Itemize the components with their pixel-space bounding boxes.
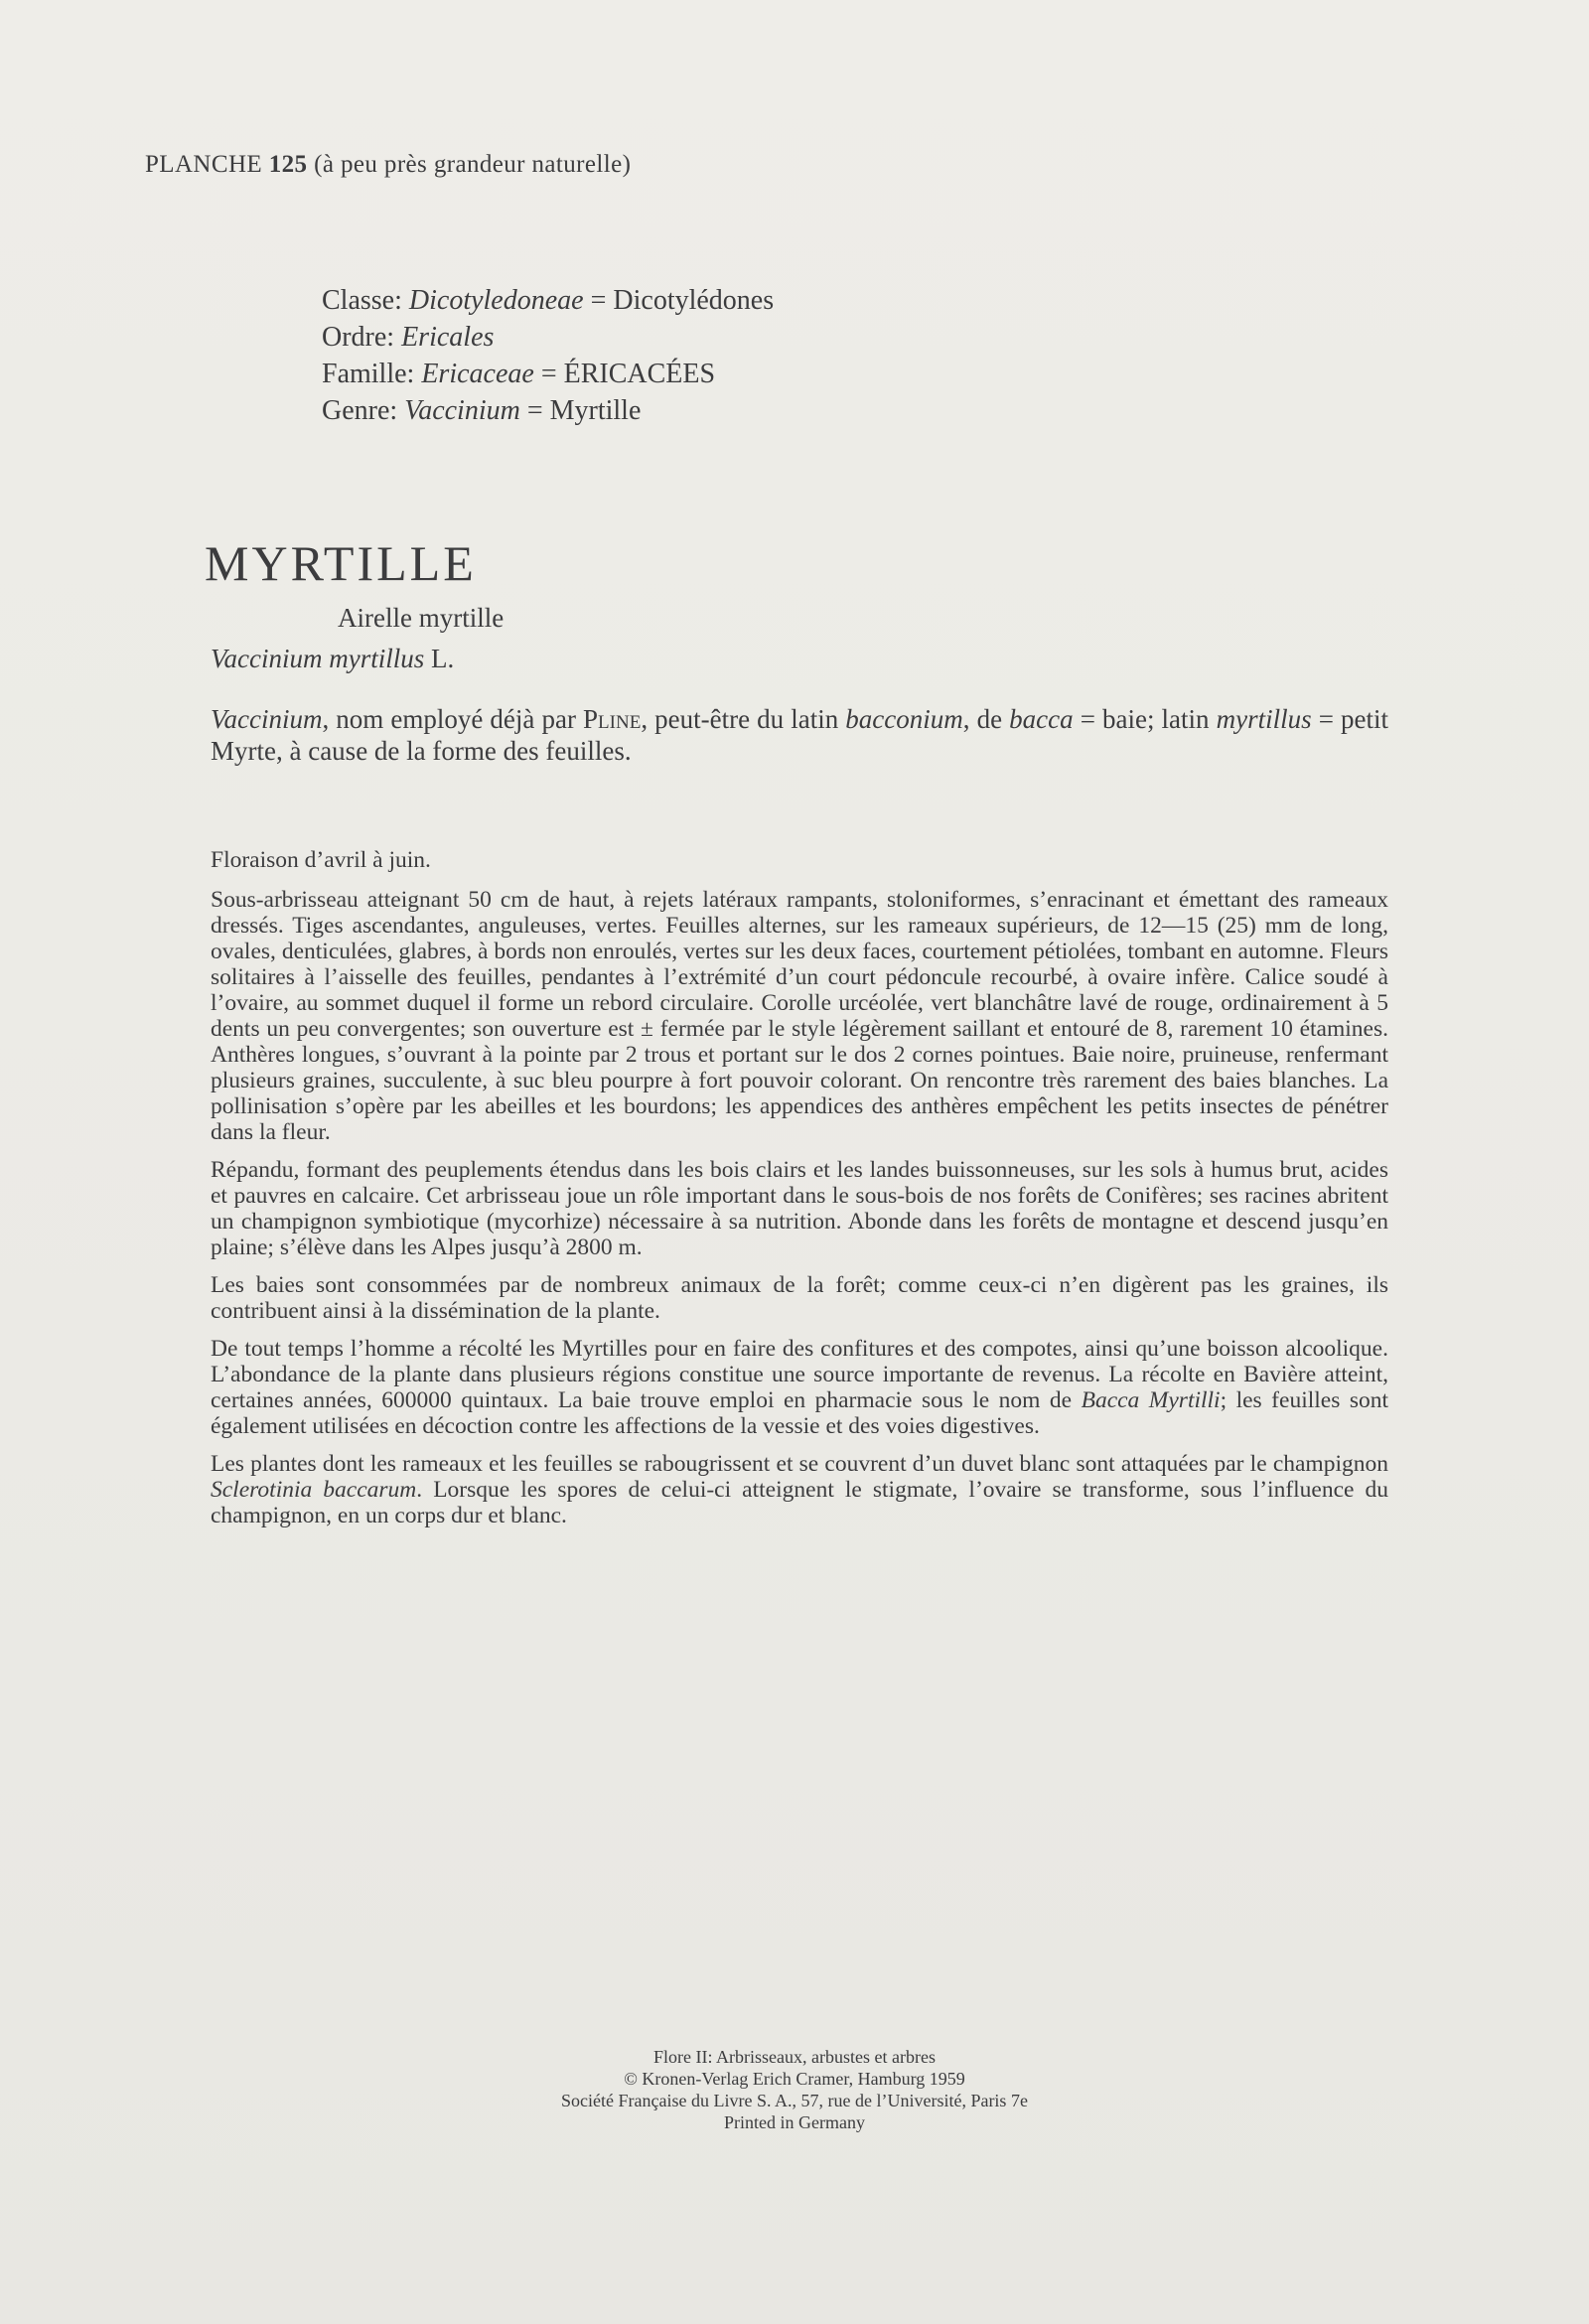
- etym-text: = petit Myrte, à cause de la forme des feuilles.: [211, 704, 1389, 766]
- disease-paragraph: [211, 1451, 1388, 1528]
- habitat-paragraph: Répandu, formant des peuplements étendus dans les bois clairs et les landes buissonneuses, sur les sols à humus brut, acides et pauvres en calcaire. Cet arbrisseau joue un rôle important dans le sous-bois de nos forêts de Conifères; ses racines abritent un champignon symbiotique (mycorhize) nécessaire à sa nutrition. Abonde dans les forêts de montagne et descend jusqu’en plaine; s’élève dans les Alpes jusqu’à 2800 m.: [211, 1157, 1388, 1260]
- ordre-latin: Ericales: [401, 322, 495, 353]
- colophon-line-2: © Kronen-Verlag Erich Cramer, Hamburg 1959: [624, 2069, 965, 2089]
- colophon-line-3: Société Française du Livre S. A., 57, rue de l’Université, Paris 7e: [561, 2091, 1028, 2110]
- plate-header: [145, 151, 631, 179]
- genre-latin: Vaccinium: [404, 395, 520, 426]
- etym-myrtillus: myrtillus: [1216, 704, 1312, 734]
- famille-label: Famille:: [322, 359, 415, 389]
- famille-latin: Ericaceae: [421, 359, 534, 389]
- colophon-line-1: Flore II: Arbrisseaux, arbustes et arbres: [653, 2047, 936, 2067]
- colophon: [397, 2046, 1192, 2133]
- etym-pline: Pline: [583, 704, 642, 734]
- genre-label: Genre:: [322, 395, 398, 426]
- disease-text: . Lorsque les spores de celui-ci atteignent le stigmate, l’ovaire se transforme, sous l’influence du champignon, en un corps dur et blanc.: [211, 1477, 1388, 1528]
- plate-note: (à peu près grandeur naturelle): [314, 151, 632, 178]
- dispersal-paragraph: Les baies sont consommées par de nombreux animaux de la forêt; comme ceux-ci n’en digèrent pas les graines, ils contribuent ainsi à la dissémination de la plante.: [211, 1272, 1388, 1324]
- etym-text: , nom employé déjà par: [322, 704, 584, 734]
- etym-text: , de: [962, 704, 1010, 734]
- description-paragraph: Sous-arbrisseau atteignant 50 cm de haut, à rejets latéraux rampants, stoloniformes, s’enracinant et émettant des rameaux dressés. Tiges ascendantes, anguleuses, vertes. Feuilles alternes, sur les rameaux supérieurs, de 12—15 (25) mm de long, ovales, denticulées, glabres, à bords non enroulés, vertes sur les deux faces, courtement pétiolées, tombant en automne. Fleurs solitaires à l’aisselle des feuilles, pendantes à l’extrémité d’un court pédoncule recourbé, à ovaire infère. Calice soudé à l’ovaire, au sommet duquel il forme un rebord circulaire. Corolle urcéolée, vert blanchâtre lavé de rouge, ordinairement à 5 dents un peu convergentes; son ouverture est ± fermée par le style légèrement saillant et entouré de 8, rarement 10 étamines. Anthères longues, s’ouvrant à la pointe par 2 trous et portant sur le dos 2 cornes pointues. Baie noire, pruineuse, renfermant plusieurs graines, succulente, à suc bleu pourpre à fort pouvoir colorant. On rencontre très rarement des baies blanches. La pollinisation s’opère par les abeilles et les bourdons; les appendices des anthères empêchent les petits insectes de pénétrer dans la fleur.: [211, 887, 1388, 1145]
- classe-label: Classe:: [322, 285, 402, 316]
- famille-french: = ÉRICACÉES: [540, 359, 716, 389]
- latin-name: Vaccinium myrtillus: [211, 644, 425, 673]
- uses-italic: Bacca Myrtilli: [1081, 1387, 1221, 1413]
- etym-bacconium: bacconium: [845, 704, 963, 734]
- latin-author: L.: [430, 644, 455, 673]
- taxonomy-row-genre: [322, 392, 774, 429]
- etym-vaccinium: Vaccinium: [211, 704, 323, 734]
- body-text: [211, 847, 1388, 1540]
- etym-bacca: bacca: [1009, 704, 1074, 734]
- classe-latin: Dicotyledoneae: [408, 285, 584, 316]
- taxonomy-block: [322, 282, 774, 429]
- disease-italic: Sclerotinia baccarum: [211, 1477, 417, 1503]
- plate-label: PLANCHE: [145, 151, 263, 178]
- flowering-paragraph: Floraison d’avril à juin.: [211, 847, 431, 873]
- species-title: MYRTILLE: [205, 535, 477, 591]
- uses-paragraph: [211, 1336, 1388, 1439]
- colophon-line-4: Printed in Germany: [724, 2112, 865, 2132]
- etym-text: = baie; latin: [1073, 704, 1217, 734]
- etymology-paragraph: [211, 703, 1388, 767]
- taxonomy-row-famille: [322, 356, 774, 392]
- taxonomy-row-classe: [322, 282, 774, 319]
- ordre-label: Ordre:: [322, 322, 395, 353]
- uses-text: ; les feuilles sont également utilisées en décoction contre les affections de la vessie et des voies digestives.: [211, 1387, 1389, 1439]
- common-name: Airelle myrtille: [338, 603, 505, 633]
- plate-number: 125: [268, 151, 308, 178]
- latin-name-line: [211, 644, 454, 674]
- etym-text: , peut-être du latin: [641, 704, 846, 734]
- disease-text: Les plantes dont les rameaux et les feuilles se rabougrissent et se couvrent d’un duvet blanc sont attaquées par le champignon: [211, 1451, 1388, 1477]
- classe-french: = Dicotylédones: [590, 285, 775, 316]
- genre-french: = Myrtille: [526, 395, 642, 426]
- uses-text: De tout temps l’homme a récolté les Myrtilles pour en faire des confitures et des compotes, ainsi qu’une boisson alcoolique. L’abondance de la plante dans plusieurs régions constitue une source importante de revenus. La récolte en Bavière atteint, certaines années, 600000 quintaux. La baie trouve emploi en pharmacie sous le nom de: [211, 1336, 1388, 1413]
- taxonomy-row-ordre: [322, 319, 774, 356]
